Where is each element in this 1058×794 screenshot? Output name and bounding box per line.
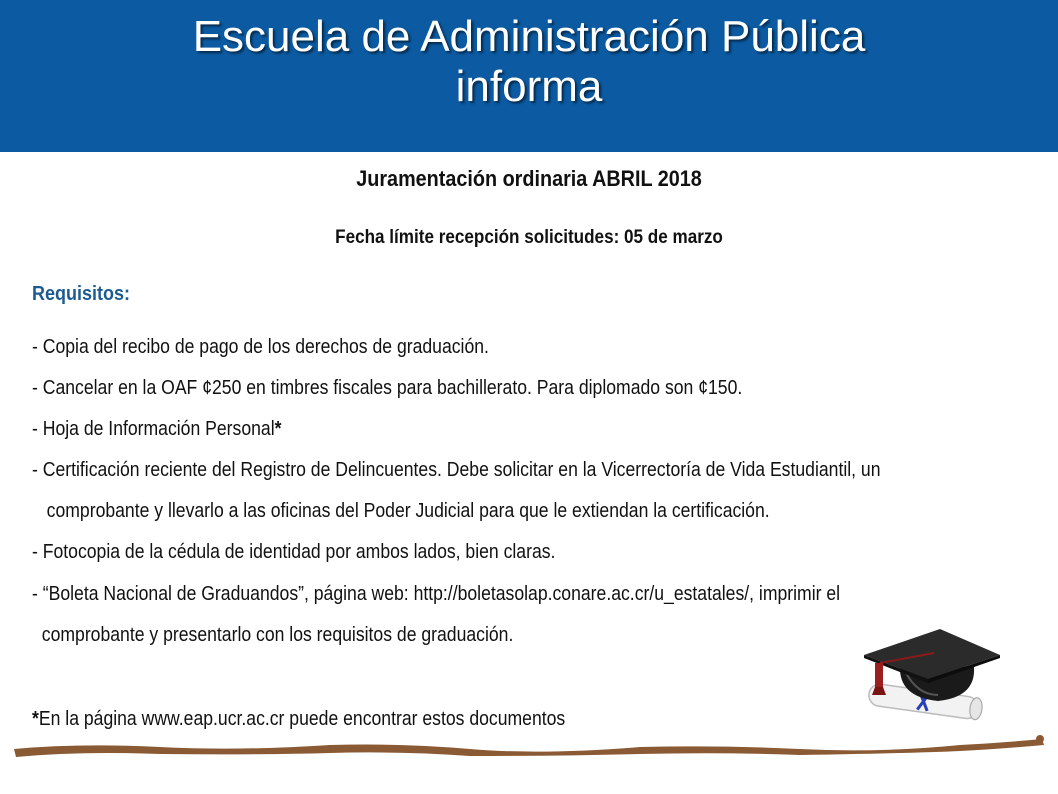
requirement-item: - “Boleta Nacional de Graduandos”, página web: http://boletasolap.conare.ac.cr/u_estatales/, imprimir el [32, 583, 841, 605]
footnote-text: En la página www.eap.ucr.ac.cr puede encontrar estos documentos [38, 708, 566, 730]
brush-stroke-divider [0, 725, 1058, 765]
page-title-line2: informa [455, 62, 603, 111]
deadline-text: Fecha límite recepción solicitudes: 05 de marzo [335, 227, 723, 248]
requirement-item: comprobante y presentarlo con los requisitos de graduación. [32, 624, 514, 646]
requirement-item: - Fotocopia de la cédula de identidad por ambos lados, bien claras. [32, 541, 556, 563]
requirement-item: comprobante y llevarlo a las oficinas del Poder Judicial para que le extiendan la certificación. [32, 500, 770, 522]
requirement-item: - Copia del recibo de pago de los derechos de graduación. [32, 336, 489, 358]
header-banner [0, 0, 1058, 152]
requirement-text: - Hoja de Información Personal [32, 418, 275, 440]
requirement-item: - Cancelar en la OAF ¢250 en timbres fiscales para bachillerato. Para diplomado son ¢150. [32, 377, 743, 399]
footnote-asterisk: * [32, 708, 39, 730]
subtitle: Juramentación ordinaria ABRIL 2018 [356, 166, 702, 191]
requirement-item: - Certificación reciente del Registro de Delincuentes. Debe solicitar en la Vicerrectoría de Vida Estudiantil, un [32, 459, 881, 481]
graduation-cap-diploma-icon [858, 625, 1006, 735]
asterisk-mark: * [274, 418, 282, 440]
requirements-heading: Requisitos: [32, 283, 131, 305]
requirement-item [32, 418, 281, 441]
page-title-line1: Escuela de Administración Pública [192, 12, 866, 61]
